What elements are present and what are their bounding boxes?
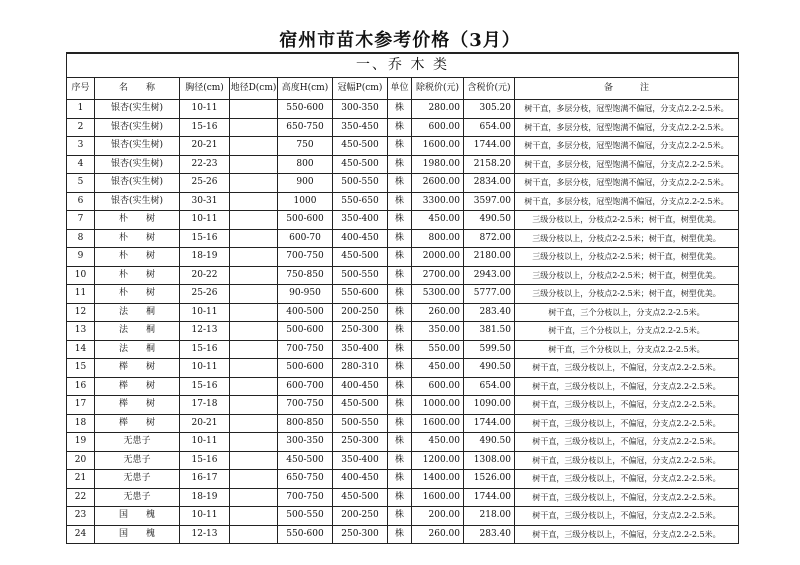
height-cell: 650-750 bbox=[278, 470, 333, 489]
row-number: 21 bbox=[67, 470, 95, 489]
height-cell: 450-500 bbox=[278, 451, 333, 470]
table-row bbox=[67, 211, 739, 230]
remarks-cell: 树干直，三个分枝以上，分支点2.2-2.5米。 bbox=[515, 340, 739, 359]
plant-name: 国 槐 bbox=[95, 507, 180, 526]
plant-name: 银杏(实生树) bbox=[95, 174, 180, 193]
table-row bbox=[67, 377, 739, 396]
price-ex-tax-cell: 600.00 bbox=[412, 377, 464, 396]
ground-diameter-cell bbox=[230, 414, 278, 433]
price-inc-tax-cell: 5777.00 bbox=[464, 285, 515, 304]
col-header-ground-diameter: 地径D(cm) bbox=[230, 78, 278, 100]
height-cell: 550-600 bbox=[278, 525, 333, 544]
table-row bbox=[67, 451, 739, 470]
col-header-dbh: 胸径(cm) bbox=[180, 78, 230, 100]
remarks-cell: 树干直，三级分枝以上，不偏冠，分支点2.2-2.5米。 bbox=[515, 470, 739, 489]
price-ex-tax-cell: 350.00 bbox=[412, 322, 464, 341]
height-cell: 600-700 bbox=[278, 377, 333, 396]
height-cell: 700-750 bbox=[278, 248, 333, 267]
ground-diameter-cell bbox=[230, 433, 278, 452]
crown-cell: 450-500 bbox=[333, 488, 388, 507]
crown-cell: 450-500 bbox=[333, 396, 388, 415]
height-cell: 900 bbox=[278, 174, 333, 193]
height-cell: 500-600 bbox=[278, 211, 333, 230]
unit-cell: 株 bbox=[388, 340, 412, 359]
row-number: 11 bbox=[67, 285, 95, 304]
dbh-cell: 18-19 bbox=[180, 248, 230, 267]
price-inc-tax-cell: 1090.00 bbox=[464, 396, 515, 415]
dbh-cell: 17-18 bbox=[180, 396, 230, 415]
row-number: 12 bbox=[67, 303, 95, 322]
height-cell: 750 bbox=[278, 137, 333, 156]
price-inc-tax-cell: 490.50 bbox=[464, 211, 515, 230]
col-header-no: 序号 bbox=[67, 78, 95, 100]
ground-diameter-cell bbox=[230, 266, 278, 285]
height-cell: 800-850 bbox=[278, 414, 333, 433]
price-inc-tax-cell: 283.40 bbox=[464, 303, 515, 322]
dbh-cell: 20-21 bbox=[180, 414, 230, 433]
price-ex-tax-cell: 1600.00 bbox=[412, 488, 464, 507]
dbh-cell: 12-13 bbox=[180, 525, 230, 544]
dbh-cell: 22-23 bbox=[180, 155, 230, 174]
crown-cell: 350-450 bbox=[333, 118, 388, 137]
height-cell: 800 bbox=[278, 155, 333, 174]
plant-name: 法 桐 bbox=[95, 340, 180, 359]
remarks-cell: 树干直，三级分枝以上，不偏冠，分支点2.2-2.5米。 bbox=[515, 414, 739, 433]
remarks-cell: 树干直，三级分枝以上，不偏冠，分支点2.2-2.5米。 bbox=[515, 451, 739, 470]
crown-cell: 350-400 bbox=[333, 451, 388, 470]
unit-cell: 株 bbox=[388, 248, 412, 267]
row-number: 8 bbox=[67, 229, 95, 248]
ground-diameter-cell bbox=[230, 359, 278, 378]
unit-cell: 株 bbox=[388, 451, 412, 470]
table-row bbox=[67, 525, 739, 544]
unit-cell: 株 bbox=[388, 285, 412, 304]
price-inc-tax-cell: 1744.00 bbox=[464, 414, 515, 433]
height-cell: 600-70 bbox=[278, 229, 333, 248]
crown-cell: 550-650 bbox=[333, 192, 388, 211]
unit-cell: 株 bbox=[388, 303, 412, 322]
plant-name: 银杏(实生树) bbox=[95, 118, 180, 137]
remarks-cell: 树干直，三个分枝以上，分支点2.2-2.5米。 bbox=[515, 322, 739, 341]
row-number: 4 bbox=[67, 155, 95, 174]
table-row bbox=[67, 414, 739, 433]
dbh-cell: 12-13 bbox=[180, 322, 230, 341]
ground-diameter-cell bbox=[230, 248, 278, 267]
crown-cell: 250-300 bbox=[333, 433, 388, 452]
dbh-cell: 10-11 bbox=[180, 211, 230, 230]
ground-diameter-cell bbox=[230, 377, 278, 396]
remarks-cell: 树干直，多层分枝，冠型饱满不偏冠，分支点2.2-2.5米。 bbox=[515, 100, 739, 119]
price-inc-tax-cell: 305.20 bbox=[464, 100, 515, 119]
height-cell: 500-550 bbox=[278, 507, 333, 526]
remarks-cell: 树干直，三级分枝以上，不偏冠，分支点2.2-2.5米。 bbox=[515, 433, 739, 452]
unit-cell: 株 bbox=[388, 396, 412, 415]
crown-cell: 250-300 bbox=[333, 525, 388, 544]
dbh-cell: 15-16 bbox=[180, 377, 230, 396]
ground-diameter-cell bbox=[230, 525, 278, 544]
crown-cell: 450-500 bbox=[333, 155, 388, 174]
plant-name: 银杏(实生树) bbox=[95, 100, 180, 119]
height-cell: 750-850 bbox=[278, 266, 333, 285]
crown-cell: 450-500 bbox=[333, 248, 388, 267]
unit-cell: 株 bbox=[388, 192, 412, 211]
table-row bbox=[67, 396, 739, 415]
col-header-price-ex-tax: 除税价(元) bbox=[412, 78, 464, 100]
ground-diameter-cell bbox=[230, 285, 278, 304]
unit-cell: 株 bbox=[388, 100, 412, 119]
remarks-cell: 树干直，三级分枝以上，不偏冠，分支点2.2-2.5米。 bbox=[515, 359, 739, 378]
unit-cell: 株 bbox=[388, 414, 412, 433]
row-number: 20 bbox=[67, 451, 95, 470]
unit-cell: 株 bbox=[388, 229, 412, 248]
row-number: 13 bbox=[67, 322, 95, 341]
table-row bbox=[67, 359, 739, 378]
price-ex-tax-cell: 600.00 bbox=[412, 118, 464, 137]
remarks-cell: 三级分枝以上，分枝点2-2.5米；树干直，树型优美。 bbox=[515, 266, 739, 285]
price-ex-tax-cell: 260.00 bbox=[412, 525, 464, 544]
row-number: 6 bbox=[67, 192, 95, 211]
remarks-cell: 树干直，三级分枝以上，不偏冠，分支点2.2-2.5米。 bbox=[515, 377, 739, 396]
table-row bbox=[67, 155, 739, 174]
price-ex-tax-cell: 200.00 bbox=[412, 507, 464, 526]
price-inc-tax-cell: 654.00 bbox=[464, 377, 515, 396]
unit-cell: 株 bbox=[388, 359, 412, 378]
crown-cell: 400-450 bbox=[333, 229, 388, 248]
height-cell: 650-750 bbox=[278, 118, 333, 137]
unit-cell: 株 bbox=[388, 488, 412, 507]
height-cell: 500-600 bbox=[278, 322, 333, 341]
row-number: 18 bbox=[67, 414, 95, 433]
dbh-cell: 25-26 bbox=[180, 174, 230, 193]
table-row bbox=[67, 488, 739, 507]
dbh-cell: 10-11 bbox=[180, 433, 230, 452]
table-row bbox=[67, 433, 739, 452]
plant-name: 榉 树 bbox=[95, 377, 180, 396]
remarks-cell: 三级分枝以上，分枝点2-2.5米；树干直，树型优美。 bbox=[515, 211, 739, 230]
dbh-cell: 18-19 bbox=[180, 488, 230, 507]
crown-cell: 350-400 bbox=[333, 340, 388, 359]
dbh-cell: 25-26 bbox=[180, 285, 230, 304]
row-number: 5 bbox=[67, 174, 95, 193]
table-row bbox=[67, 285, 739, 304]
price-ex-tax-cell: 450.00 bbox=[412, 211, 464, 230]
dbh-cell: 15-16 bbox=[180, 118, 230, 137]
crown-cell: 200-250 bbox=[333, 507, 388, 526]
price-ex-tax-cell: 2000.00 bbox=[412, 248, 464, 267]
col-header-unit: 单位 bbox=[388, 78, 412, 100]
remarks-cell: 树干直，三级分枝以上，不偏冠，分支点2.2-2.5米。 bbox=[515, 488, 739, 507]
plant-name: 银杏(实生树) bbox=[95, 192, 180, 211]
dbh-cell: 30-31 bbox=[180, 192, 230, 211]
row-number: 24 bbox=[67, 525, 95, 544]
dbh-cell: 20-22 bbox=[180, 266, 230, 285]
price-ex-tax-cell: 280.00 bbox=[412, 100, 464, 119]
table-row bbox=[67, 118, 739, 137]
crown-cell: 300-350 bbox=[333, 100, 388, 119]
dbh-cell: 15-16 bbox=[180, 451, 230, 470]
height-cell: 700-750 bbox=[278, 396, 333, 415]
plant-name: 朴 树 bbox=[95, 248, 180, 267]
price-inc-tax-cell: 2158.20 bbox=[464, 155, 515, 174]
table-row bbox=[67, 266, 739, 285]
unit-cell: 株 bbox=[388, 470, 412, 489]
unit-cell: 株 bbox=[388, 137, 412, 156]
row-number: 3 bbox=[67, 137, 95, 156]
price-inc-tax-cell: 3597.00 bbox=[464, 192, 515, 211]
dbh-cell: 16-17 bbox=[180, 470, 230, 489]
row-number: 22 bbox=[67, 488, 95, 507]
ground-diameter-cell bbox=[230, 229, 278, 248]
price-inc-tax-cell: 2834.00 bbox=[464, 174, 515, 193]
remarks-cell: 树干直，多层分枝，冠型饱满不偏冠，分支点2.2-2.5米。 bbox=[515, 192, 739, 211]
height-cell: 700-750 bbox=[278, 340, 333, 359]
unit-cell: 株 bbox=[388, 174, 412, 193]
table-row bbox=[67, 322, 739, 341]
row-number: 7 bbox=[67, 211, 95, 230]
table-row bbox=[67, 192, 739, 211]
plant-name: 榉 树 bbox=[95, 414, 180, 433]
dbh-cell: 10-11 bbox=[180, 303, 230, 322]
remarks-cell: 三级分枝以上，分枝点2-2.5米；树干直，树型优美。 bbox=[515, 248, 739, 267]
price-inc-tax-cell: 283.40 bbox=[464, 525, 515, 544]
plant-name: 朴 树 bbox=[95, 229, 180, 248]
crown-cell: 350-400 bbox=[333, 211, 388, 230]
table-row bbox=[67, 137, 739, 156]
plant-name: 法 桐 bbox=[95, 303, 180, 322]
remarks-cell: 树干直，三级分枝以上，不偏冠，分支点2.2-2.5米。 bbox=[515, 396, 739, 415]
col-header-name: 名 称 bbox=[95, 78, 180, 100]
price-ex-tax-cell: 1600.00 bbox=[412, 414, 464, 433]
dbh-cell: 10-11 bbox=[180, 359, 230, 378]
price-ex-tax-cell: 800.00 bbox=[412, 229, 464, 248]
ground-diameter-cell bbox=[230, 137, 278, 156]
remarks-cell: 树干直，三个分枝以上，分支点2.2-2.5米。 bbox=[515, 303, 739, 322]
price-inc-tax-cell: 1744.00 bbox=[464, 488, 515, 507]
height-cell: 500-600 bbox=[278, 359, 333, 378]
height-cell: 550-600 bbox=[278, 100, 333, 119]
table-row bbox=[67, 507, 739, 526]
row-number: 17 bbox=[67, 396, 95, 415]
price-ex-tax-cell: 1400.00 bbox=[412, 470, 464, 489]
crown-cell: 550-600 bbox=[333, 285, 388, 304]
price-inc-tax-cell: 2943.00 bbox=[464, 266, 515, 285]
price-inc-tax-cell: 654.00 bbox=[464, 118, 515, 137]
remarks-cell: 树干直，多层分枝，冠型饱满不偏冠，分支点2.2-2.5米。 bbox=[515, 137, 739, 156]
ground-diameter-cell bbox=[230, 211, 278, 230]
col-header-crown: 冠幅P(cm) bbox=[333, 78, 388, 100]
height-cell: 700-750 bbox=[278, 488, 333, 507]
remarks-cell: 三级分枝以上，分枝点2-2.5米；树干直，树型优美。 bbox=[515, 229, 739, 248]
row-number: 2 bbox=[67, 118, 95, 137]
unit-cell: 株 bbox=[388, 507, 412, 526]
remarks-cell: 树干直，多层分枝，冠型饱满不偏冠，分支点2.2-2.5米。 bbox=[515, 155, 739, 174]
row-number: 23 bbox=[67, 507, 95, 526]
dbh-cell: 15-16 bbox=[180, 229, 230, 248]
plant-name: 朴 树 bbox=[95, 211, 180, 230]
price-ex-tax-cell: 1200.00 bbox=[412, 451, 464, 470]
table-row bbox=[67, 174, 739, 193]
price-inc-tax-cell: 1526.00 bbox=[464, 470, 515, 489]
dbh-cell: 15-16 bbox=[180, 340, 230, 359]
row-number: 19 bbox=[67, 433, 95, 452]
table-row bbox=[67, 100, 739, 119]
crown-cell: 200-250 bbox=[333, 303, 388, 322]
height-cell: 90-950 bbox=[278, 285, 333, 304]
plant-name: 朴 树 bbox=[95, 285, 180, 304]
plant-name: 无患子 bbox=[95, 451, 180, 470]
height-cell: 1000 bbox=[278, 192, 333, 211]
crown-cell: 280-310 bbox=[333, 359, 388, 378]
remarks-cell: 树干直，三级分枝以上，不偏冠，分支点2.2-2.5米。 bbox=[515, 507, 739, 526]
price-ex-tax-cell: 1600.00 bbox=[412, 137, 464, 156]
price-table bbox=[66, 52, 739, 544]
crown-cell: 500-550 bbox=[333, 266, 388, 285]
price-ex-tax-cell: 260.00 bbox=[412, 303, 464, 322]
section-title: 一、乔 木 类 bbox=[67, 53, 739, 78]
unit-cell: 株 bbox=[388, 377, 412, 396]
unit-cell: 株 bbox=[388, 433, 412, 452]
table-row bbox=[67, 229, 739, 248]
ground-diameter-cell bbox=[230, 507, 278, 526]
price-inc-tax-cell: 490.50 bbox=[464, 433, 515, 452]
price-ex-tax-cell: 1980.00 bbox=[412, 155, 464, 174]
col-header-remarks: 备 注 bbox=[515, 78, 739, 100]
remarks-cell: 树干直，多层分枝，冠型饱满不偏冠，分支点2.2-2.5米。 bbox=[515, 174, 739, 193]
unit-cell: 株 bbox=[388, 525, 412, 544]
unit-cell: 株 bbox=[388, 155, 412, 174]
remarks-cell: 三级分枝以上，分枝点2-2.5米；树干直，树型优美。 bbox=[515, 285, 739, 304]
table-row bbox=[67, 340, 739, 359]
remarks-cell: 树干直，三级分枝以上，不偏冠，分支点2.2-2.5米。 bbox=[515, 525, 739, 544]
ground-diameter-cell bbox=[230, 396, 278, 415]
price-inc-tax-cell: 1744.00 bbox=[464, 137, 515, 156]
crown-cell: 450-500 bbox=[333, 137, 388, 156]
price-ex-tax-cell: 2600.00 bbox=[412, 174, 464, 193]
plant-name: 朴 树 bbox=[95, 266, 180, 285]
crown-cell: 500-550 bbox=[333, 174, 388, 193]
plant-name: 榉 树 bbox=[95, 359, 180, 378]
ground-diameter-cell bbox=[230, 192, 278, 211]
price-inc-tax-cell: 872.00 bbox=[464, 229, 515, 248]
row-number: 14 bbox=[67, 340, 95, 359]
ground-diameter-cell bbox=[230, 340, 278, 359]
col-header-price-inc-tax: 含税价(元) bbox=[464, 78, 515, 100]
ground-diameter-cell bbox=[230, 488, 278, 507]
price-ex-tax-cell: 450.00 bbox=[412, 359, 464, 378]
dbh-cell: 10-11 bbox=[180, 100, 230, 119]
price-ex-tax-cell: 2700.00 bbox=[412, 266, 464, 285]
price-ex-tax-cell: 5300.00 bbox=[412, 285, 464, 304]
plant-name: 国 槐 bbox=[95, 525, 180, 544]
row-number: 15 bbox=[67, 359, 95, 378]
unit-cell: 株 bbox=[388, 322, 412, 341]
unit-cell: 株 bbox=[388, 118, 412, 137]
price-inc-tax-cell: 490.50 bbox=[464, 359, 515, 378]
ground-diameter-cell bbox=[230, 470, 278, 489]
row-number: 9 bbox=[67, 248, 95, 267]
plant-name: 榉 树 bbox=[95, 396, 180, 415]
dbh-cell: 10-11 bbox=[180, 507, 230, 526]
price-ex-tax-cell: 3300.00 bbox=[412, 192, 464, 211]
price-inc-tax-cell: 381.50 bbox=[464, 322, 515, 341]
crown-cell: 500-550 bbox=[333, 414, 388, 433]
ground-diameter-cell bbox=[230, 322, 278, 341]
plant-name: 无患子 bbox=[95, 470, 180, 489]
ground-diameter-cell bbox=[230, 174, 278, 193]
crown-cell: 400-450 bbox=[333, 377, 388, 396]
unit-cell: 株 bbox=[388, 266, 412, 285]
price-inc-tax-cell: 2180.00 bbox=[464, 248, 515, 267]
page-title: 宿州市苗木参考价格（3月） bbox=[279, 30, 521, 51]
price-inc-tax-cell: 599.50 bbox=[464, 340, 515, 359]
row-number: 16 bbox=[67, 377, 95, 396]
price-ex-tax-cell: 450.00 bbox=[412, 433, 464, 452]
dbh-cell: 20-21 bbox=[180, 137, 230, 156]
row-number: 1 bbox=[67, 100, 95, 119]
plant-name: 银杏(实生树) bbox=[95, 137, 180, 156]
price-inc-tax-cell: 218.00 bbox=[464, 507, 515, 526]
crown-cell: 400-450 bbox=[333, 470, 388, 489]
table-row bbox=[67, 248, 739, 267]
price-inc-tax-cell: 1308.00 bbox=[464, 451, 515, 470]
ground-diameter-cell bbox=[230, 100, 278, 119]
plant-name: 银杏(实生树) bbox=[95, 155, 180, 174]
ground-diameter-cell bbox=[230, 118, 278, 137]
plant-name: 法 桐 bbox=[95, 322, 180, 341]
row-number: 10 bbox=[67, 266, 95, 285]
height-cell: 300-350 bbox=[278, 433, 333, 452]
remarks-cell: 树干直，多层分枝，冠型饱满不偏冠，分支点2.2-2.5米。 bbox=[515, 118, 739, 137]
ground-diameter-cell bbox=[230, 303, 278, 322]
ground-diameter-cell bbox=[230, 451, 278, 470]
price-ex-tax-cell: 1000.00 bbox=[412, 396, 464, 415]
table-row bbox=[67, 470, 739, 489]
price-ex-tax-cell: 550.00 bbox=[412, 340, 464, 359]
table-body bbox=[67, 100, 739, 544]
table-row bbox=[67, 303, 739, 322]
plant-name: 无患子 bbox=[95, 488, 180, 507]
height-cell: 400-500 bbox=[278, 303, 333, 322]
crown-cell: 250-300 bbox=[333, 322, 388, 341]
col-header-height: 高度H(cm) bbox=[278, 78, 333, 100]
plant-name: 无患子 bbox=[95, 433, 180, 452]
ground-diameter-cell bbox=[230, 155, 278, 174]
unit-cell: 株 bbox=[388, 211, 412, 230]
